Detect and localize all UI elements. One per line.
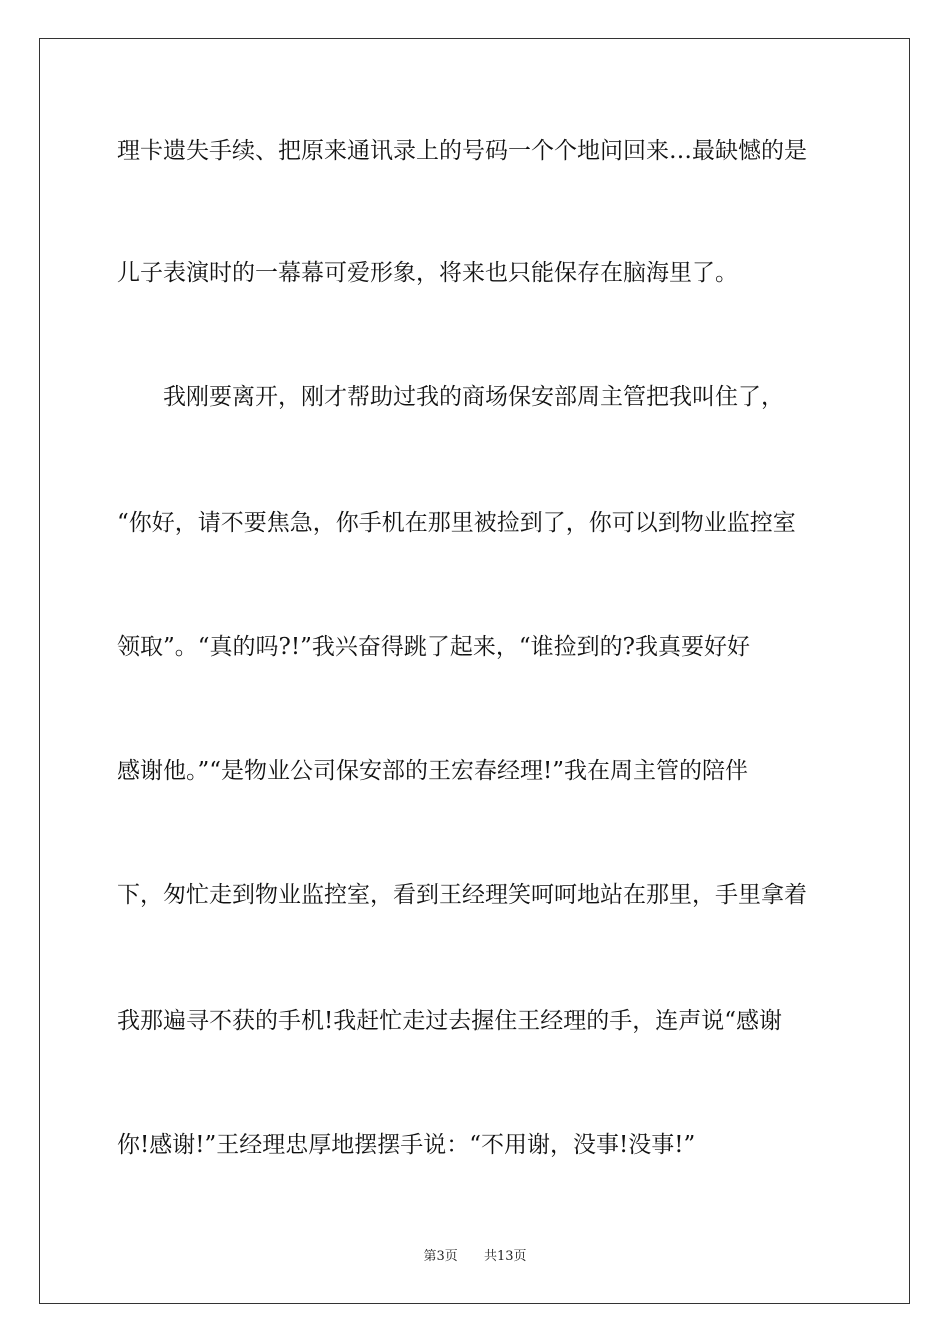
paragraph-line-7: 下，匆忙走到物业监控室，看到王经理笑呵呵地站在那里，手里拿着	[117, 882, 807, 908]
page-border	[39, 38, 910, 1304]
paragraph-line-4: “你好，请不要焦急，你手机在那里被捡到了，你可以到物业监控室	[117, 510, 796, 536]
paragraph-line-5: 领取”。“真的吗?!”我兴奋得跳了起来，“谁捡到的?我真要好好	[117, 634, 750, 660]
paragraph-line-8: 我那遍寻不获的手机!我赶忙走过去握住王经理的手，连声说“感谢	[117, 1008, 783, 1034]
total-pages: 共13页	[484, 1249, 527, 1264]
paragraph-line-6: 感谢他。”“是物业公司保安部的王宏春经理!”我在周主管的陪伴	[117, 758, 749, 784]
paragraph-line-9: 你!感谢!”王经理忠厚地摆摆手说：“不用谢，没事!没事!”	[117, 1132, 696, 1158]
current-page-number: 第3页	[423, 1249, 458, 1264]
paragraph-line-1: 理卡遗失手续、把原来通讯录上的号码一个个地问回来…最缺憾的是	[117, 138, 807, 164]
paragraph-line-2: 儿子表演时的一幕幕可爱形象，将来也只能保存在脑海里了。	[117, 260, 738, 286]
page-footer	[0, 1248, 950, 1266]
paragraph-line-3: 我刚要离开，刚才帮助过我的商场保安部周主管把我叫住了，	[117, 384, 784, 410]
